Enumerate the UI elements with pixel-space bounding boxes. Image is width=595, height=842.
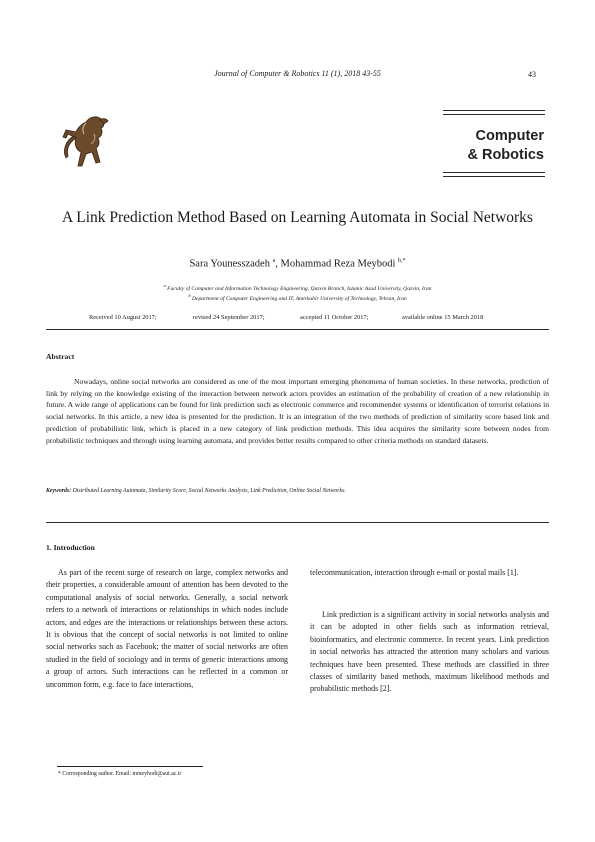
brand-top-rule-2 (443, 114, 545, 115)
affiliation-b-text: Department of Computer Engineering and IT, Amirkabir University of Technology, Tehran, Iran (190, 295, 407, 302)
intro-column-2-paragraph: Link prediction is a significant activity in social networks analysis and it can be adopted in other fields such as information retrieval, bioinformatics, and electronic commerce. In recent years. Link prediction in social networks has attracted the attention many scholars and various techniques have been presented. These methods are classified in three classes of similarity based methods, maximum likelihood methods and probabilistic methods [2]. (310, 610, 549, 694)
date-online: available online 15 March 2018 (402, 314, 484, 321)
affiliation-a (0, 283, 595, 292)
brand-bottom-rule-2 (443, 176, 545, 177)
abstract-heading: Abstract (46, 352, 75, 361)
abstract-bottom-rule (46, 522, 549, 523)
affiliation-b (0, 293, 595, 302)
intro-column-2-continuation: telecommunication, interaction through e-mail or postal mails [1]. (310, 568, 519, 577)
affiliation-a-mark: a (163, 283, 166, 288)
section-heading-introduction: 1. Introduction (46, 543, 95, 552)
brand-line-2: & Robotics (467, 147, 544, 163)
author-1-affiliation: a (272, 258, 276, 264)
intro-column-1: As part of the recent surge of research on large, complex networks and their properties, a considerable amount of attention has been devoted to the computational analysis of social networks. Generally, a social network refers to a network of interactions or relationships in which nodes include actors, and edges are the interactions or relationships between these actors. It is obvious that the concept of social networks is not limited to online social networks such as Facebook; the matter of social networks are often studied in the field of sociology and in terms of generic interactions among a group of actors. Such interactions can be reflected in a common or uncommon form, e.g. face to face interactions, (46, 568, 288, 689)
date-received: Received 10 August 2017; (89, 314, 157, 321)
affiliation-a-text: Faculty of Computer and Information Technology Engineering, Qazvin Branch, Islamic Azad University, Qazvin, Iran (165, 285, 432, 292)
date-revised: revised 24 September 2017; (193, 314, 265, 321)
affiliation-b-mark: b (188, 293, 191, 298)
author-separator: , (275, 258, 281, 270)
keywords (46, 488, 346, 494)
brand-line-1: Computer (475, 128, 544, 144)
keywords-text: Distributed Learning Automata, Similarity Score, Social Networks Analysis, Link Prediction, Online Social Networks. (71, 488, 346, 494)
date-accepted: accepted 11 October 2017; (300, 314, 369, 321)
brand-title (440, 127, 544, 165)
brand-bottom-rule (443, 172, 545, 173)
abstract-top-rule (46, 329, 549, 330)
author-2: Mohammad Reza Meybodi (280, 258, 399, 270)
footnote-rule (57, 766, 203, 767)
keywords-label: Keywords: (46, 488, 72, 494)
journal-citation: Journal of Computer & Robotics 11 (1), 2018 43-55 (214, 69, 381, 78)
author-2-affiliation: b,* (398, 258, 406, 264)
brand-top-rule (443, 110, 545, 111)
author-1: Sara Younesszadeh (189, 258, 273, 270)
paper-title: A Link Prediction Method Based on Learning Automata in Social Networks (62, 209, 533, 226)
page-number: 43 (528, 70, 536, 79)
abstract-text: Nowadays, online social networks are considered as one of the most important emerging phenomena of human societies. In these networks, prediction of link by relying on the knowledge existing of the interaction between network actors provides an estimation of the probability of creation of a new relationship in future. A wide range of applications can be found for link prediction such as electronic commerce and recommender systems or identification of terrorist relations in social networks. In this article, a new idea is presented for the prediction. It is an integration of the two methods of prediction of similarity score based link and prediction of probabilistic link, which is placed in a new category of link prediction methods. This idea acquires the similarity score between nodes from probabilistic techniques and through using learning automata, and provides better results compared to other criteria methods on standard datasets. (46, 377, 549, 445)
author-list (0, 258, 595, 270)
footnote: * Corresponding author. Email: mmeybodi@aut.ac.ir (58, 771, 182, 777)
horse-logo-icon (56, 112, 118, 176)
